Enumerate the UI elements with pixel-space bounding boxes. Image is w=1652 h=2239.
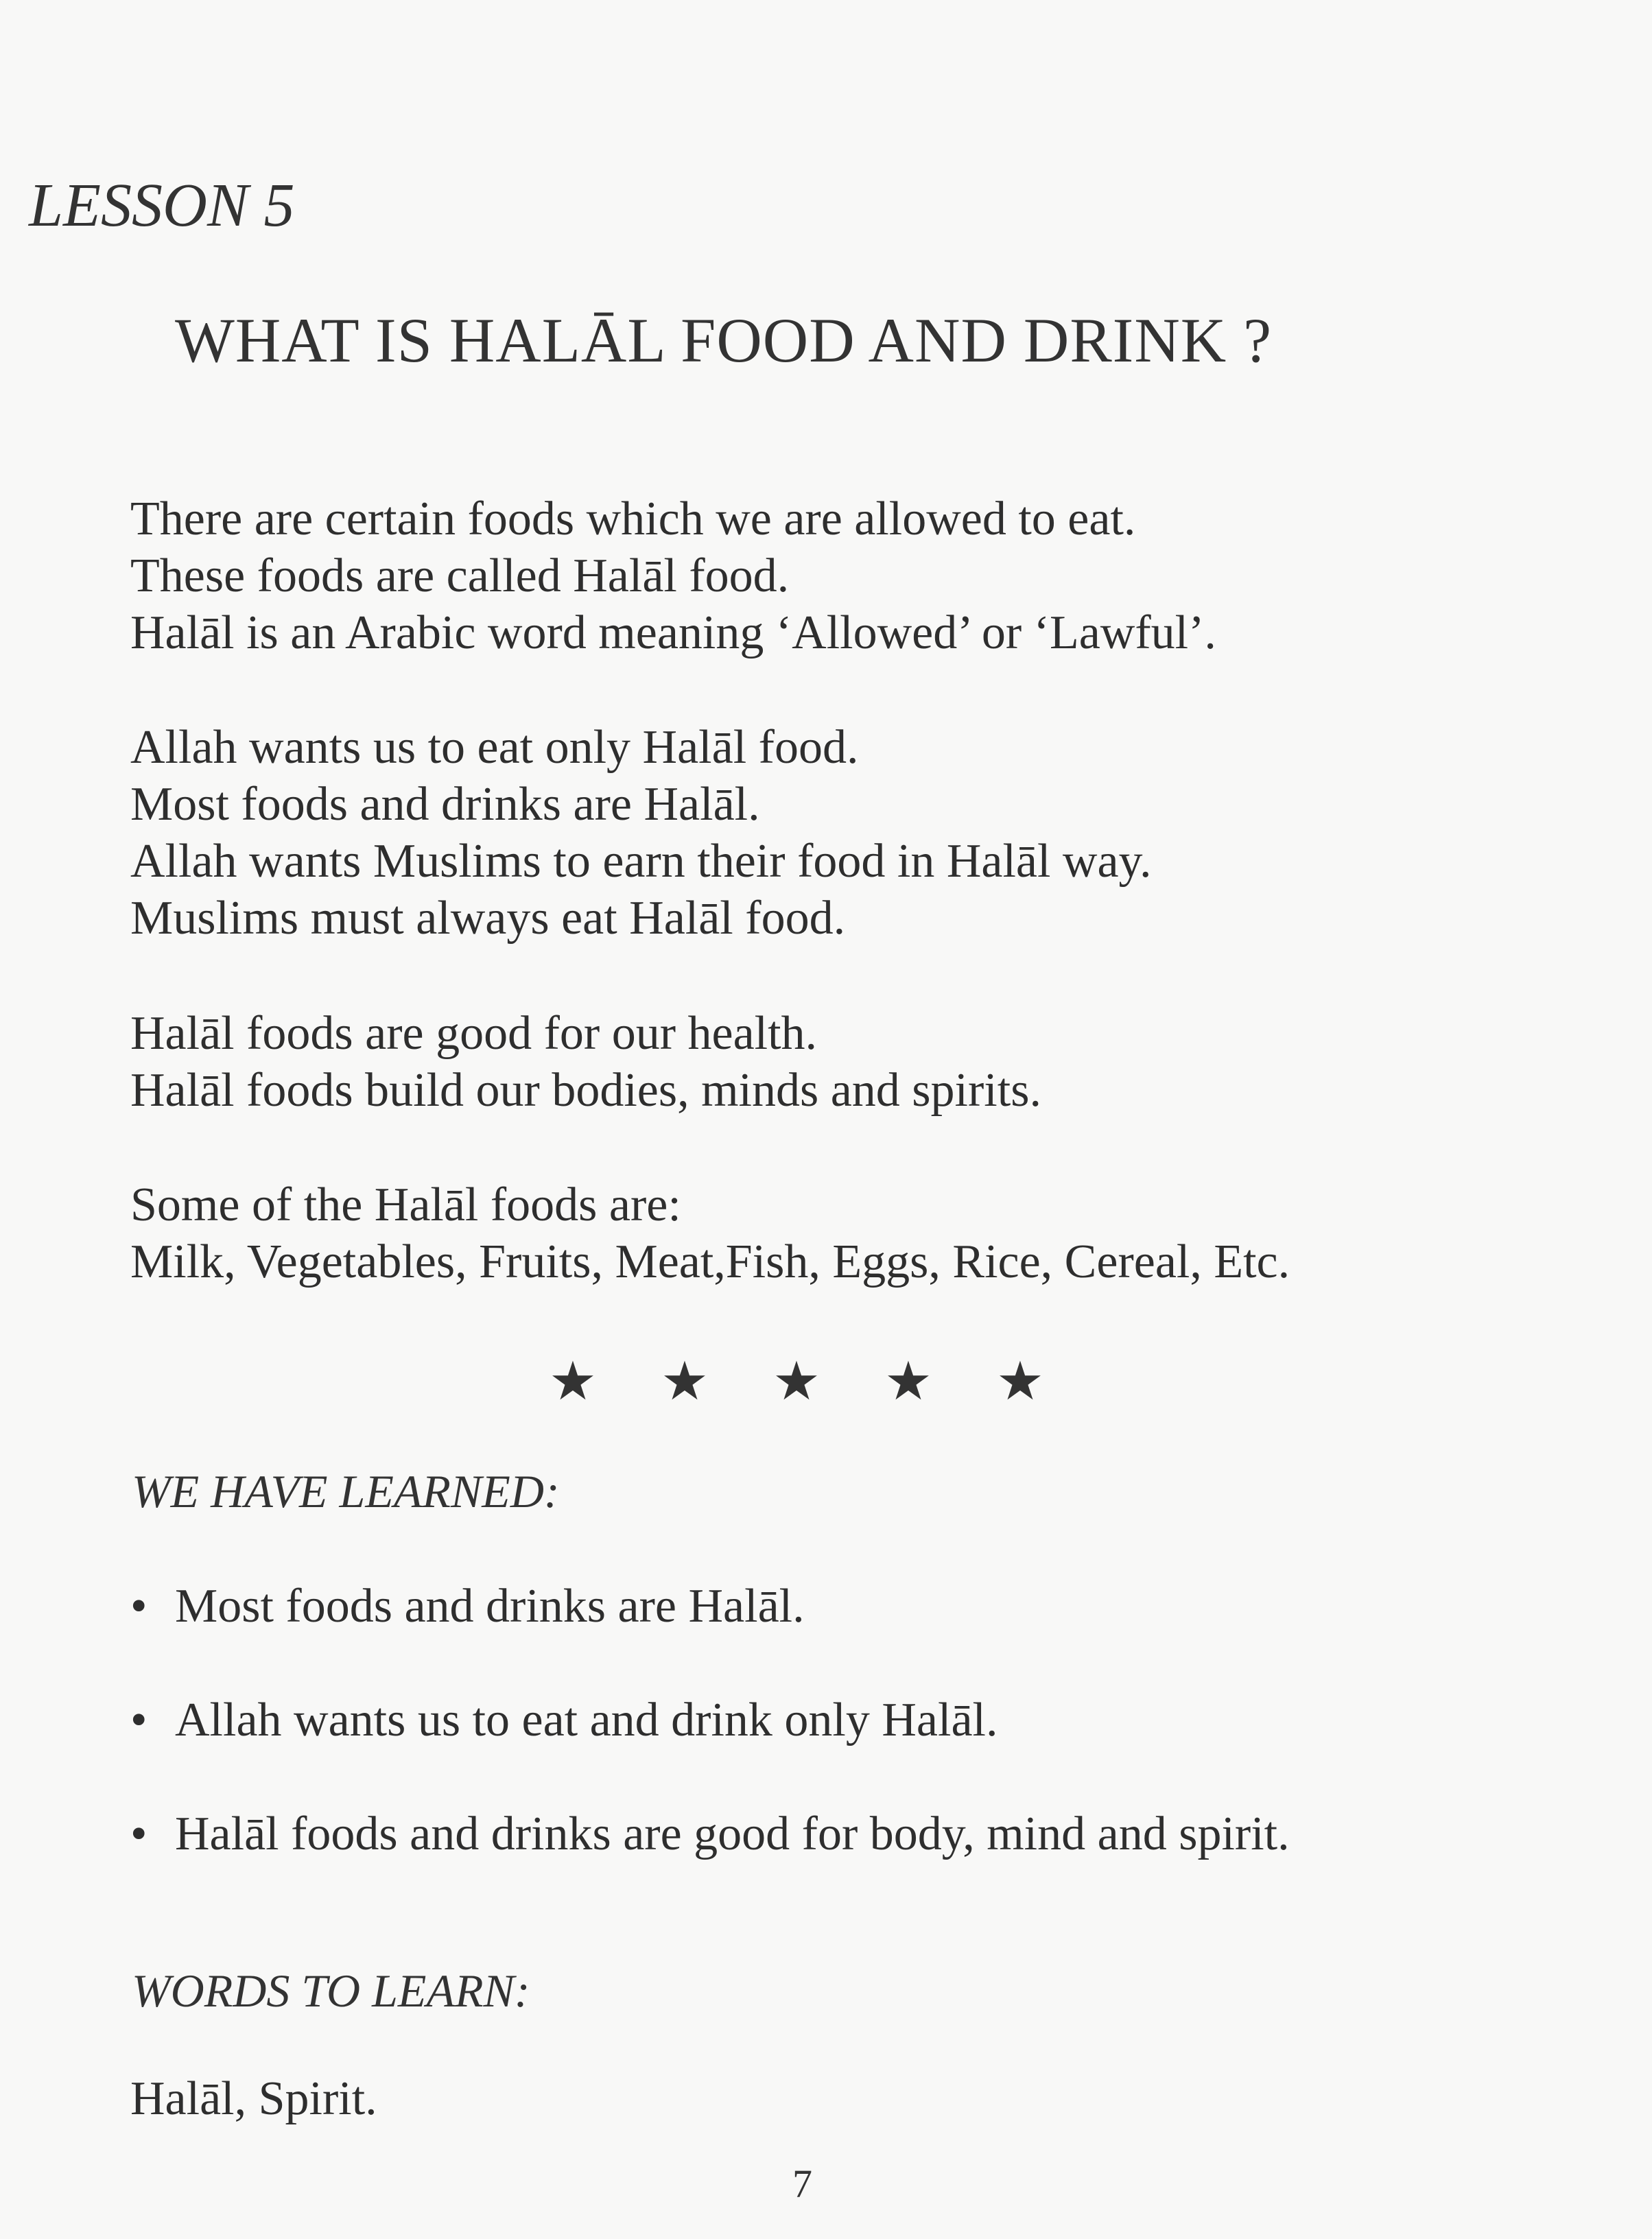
paragraph-line: These foods are called Halāl food. bbox=[130, 549, 790, 602]
page-number: 7 bbox=[792, 2161, 812, 2206]
star-icon: ★ bbox=[884, 1351, 932, 1411]
paragraph-line: Most foods and drinks are Halāl. bbox=[130, 778, 760, 831]
bullet-icon: • bbox=[130, 1580, 148, 1633]
paragraph-line: Allah wants Muslims to earn their food in Halāl way. bbox=[130, 835, 1152, 888]
paragraph-intro bbox=[130, 490, 1537, 661]
paragraph-allah-wants bbox=[130, 719, 1537, 947]
list-item bbox=[130, 1692, 1290, 1749]
star-divider bbox=[549, 1351, 1108, 1411]
paragraph-line: There are certain foods which we are allowed to eat. bbox=[130, 493, 1136, 545]
learned-heading: WE HAVE LEARNED: bbox=[132, 1465, 560, 1517]
paragraph-line: Halāl is an Arabic word meaning ‘Allowed’ or ‘Lawful’. bbox=[130, 606, 1216, 659]
list-item-text: Allah wants us to eat and drink only Halāl. bbox=[175, 1694, 998, 1746]
learned-list bbox=[130, 1578, 1290, 1919]
paragraph-line: Milk, Vegetables, Fruits, Meat,Fish, Eggs, Rice, Cereal, Etc. bbox=[130, 1235, 1290, 1288]
paragraph-line: Allah wants us to eat only Halāl food. bbox=[130, 721, 859, 774]
list-item bbox=[130, 1805, 1290, 1862]
list-item bbox=[130, 1578, 1290, 1635]
bullet-icon: • bbox=[130, 1808, 148, 1860]
paragraph-health bbox=[130, 1005, 1537, 1119]
bullet-icon: • bbox=[130, 1694, 148, 1746]
paragraph-line: Halāl foods are good for our health. bbox=[130, 1007, 818, 1060]
lesson-label: LESSON 5 bbox=[29, 171, 295, 239]
paragraph-line: Muslims must always eat Halāl food. bbox=[130, 892, 846, 945]
star-icon: ★ bbox=[661, 1351, 709, 1411]
list-item-text: Most foods and drinks are Halāl. bbox=[175, 1580, 805, 1633]
star-icon: ★ bbox=[996, 1351, 1044, 1411]
paragraph-line: Halāl foods build our bodies, minds and spirits. bbox=[130, 1064, 1041, 1117]
list-item-text: Halāl foods and drinks are good for body, mind and spirit. bbox=[175, 1808, 1290, 1860]
vocabulary-words: Halāl, Spirit. bbox=[130, 2072, 377, 2125]
paragraph-food-examples bbox=[130, 1176, 1537, 1290]
words-heading: WORDS TO LEARN: bbox=[132, 1965, 530, 2017]
page-title: WHAT IS HALĀL FOOD AND DRINK ? bbox=[175, 305, 1273, 375]
paragraph-line: Some of the Halāl foods are: bbox=[130, 1178, 681, 1231]
star-icon: ★ bbox=[549, 1351, 597, 1411]
star-icon: ★ bbox=[772, 1351, 821, 1411]
